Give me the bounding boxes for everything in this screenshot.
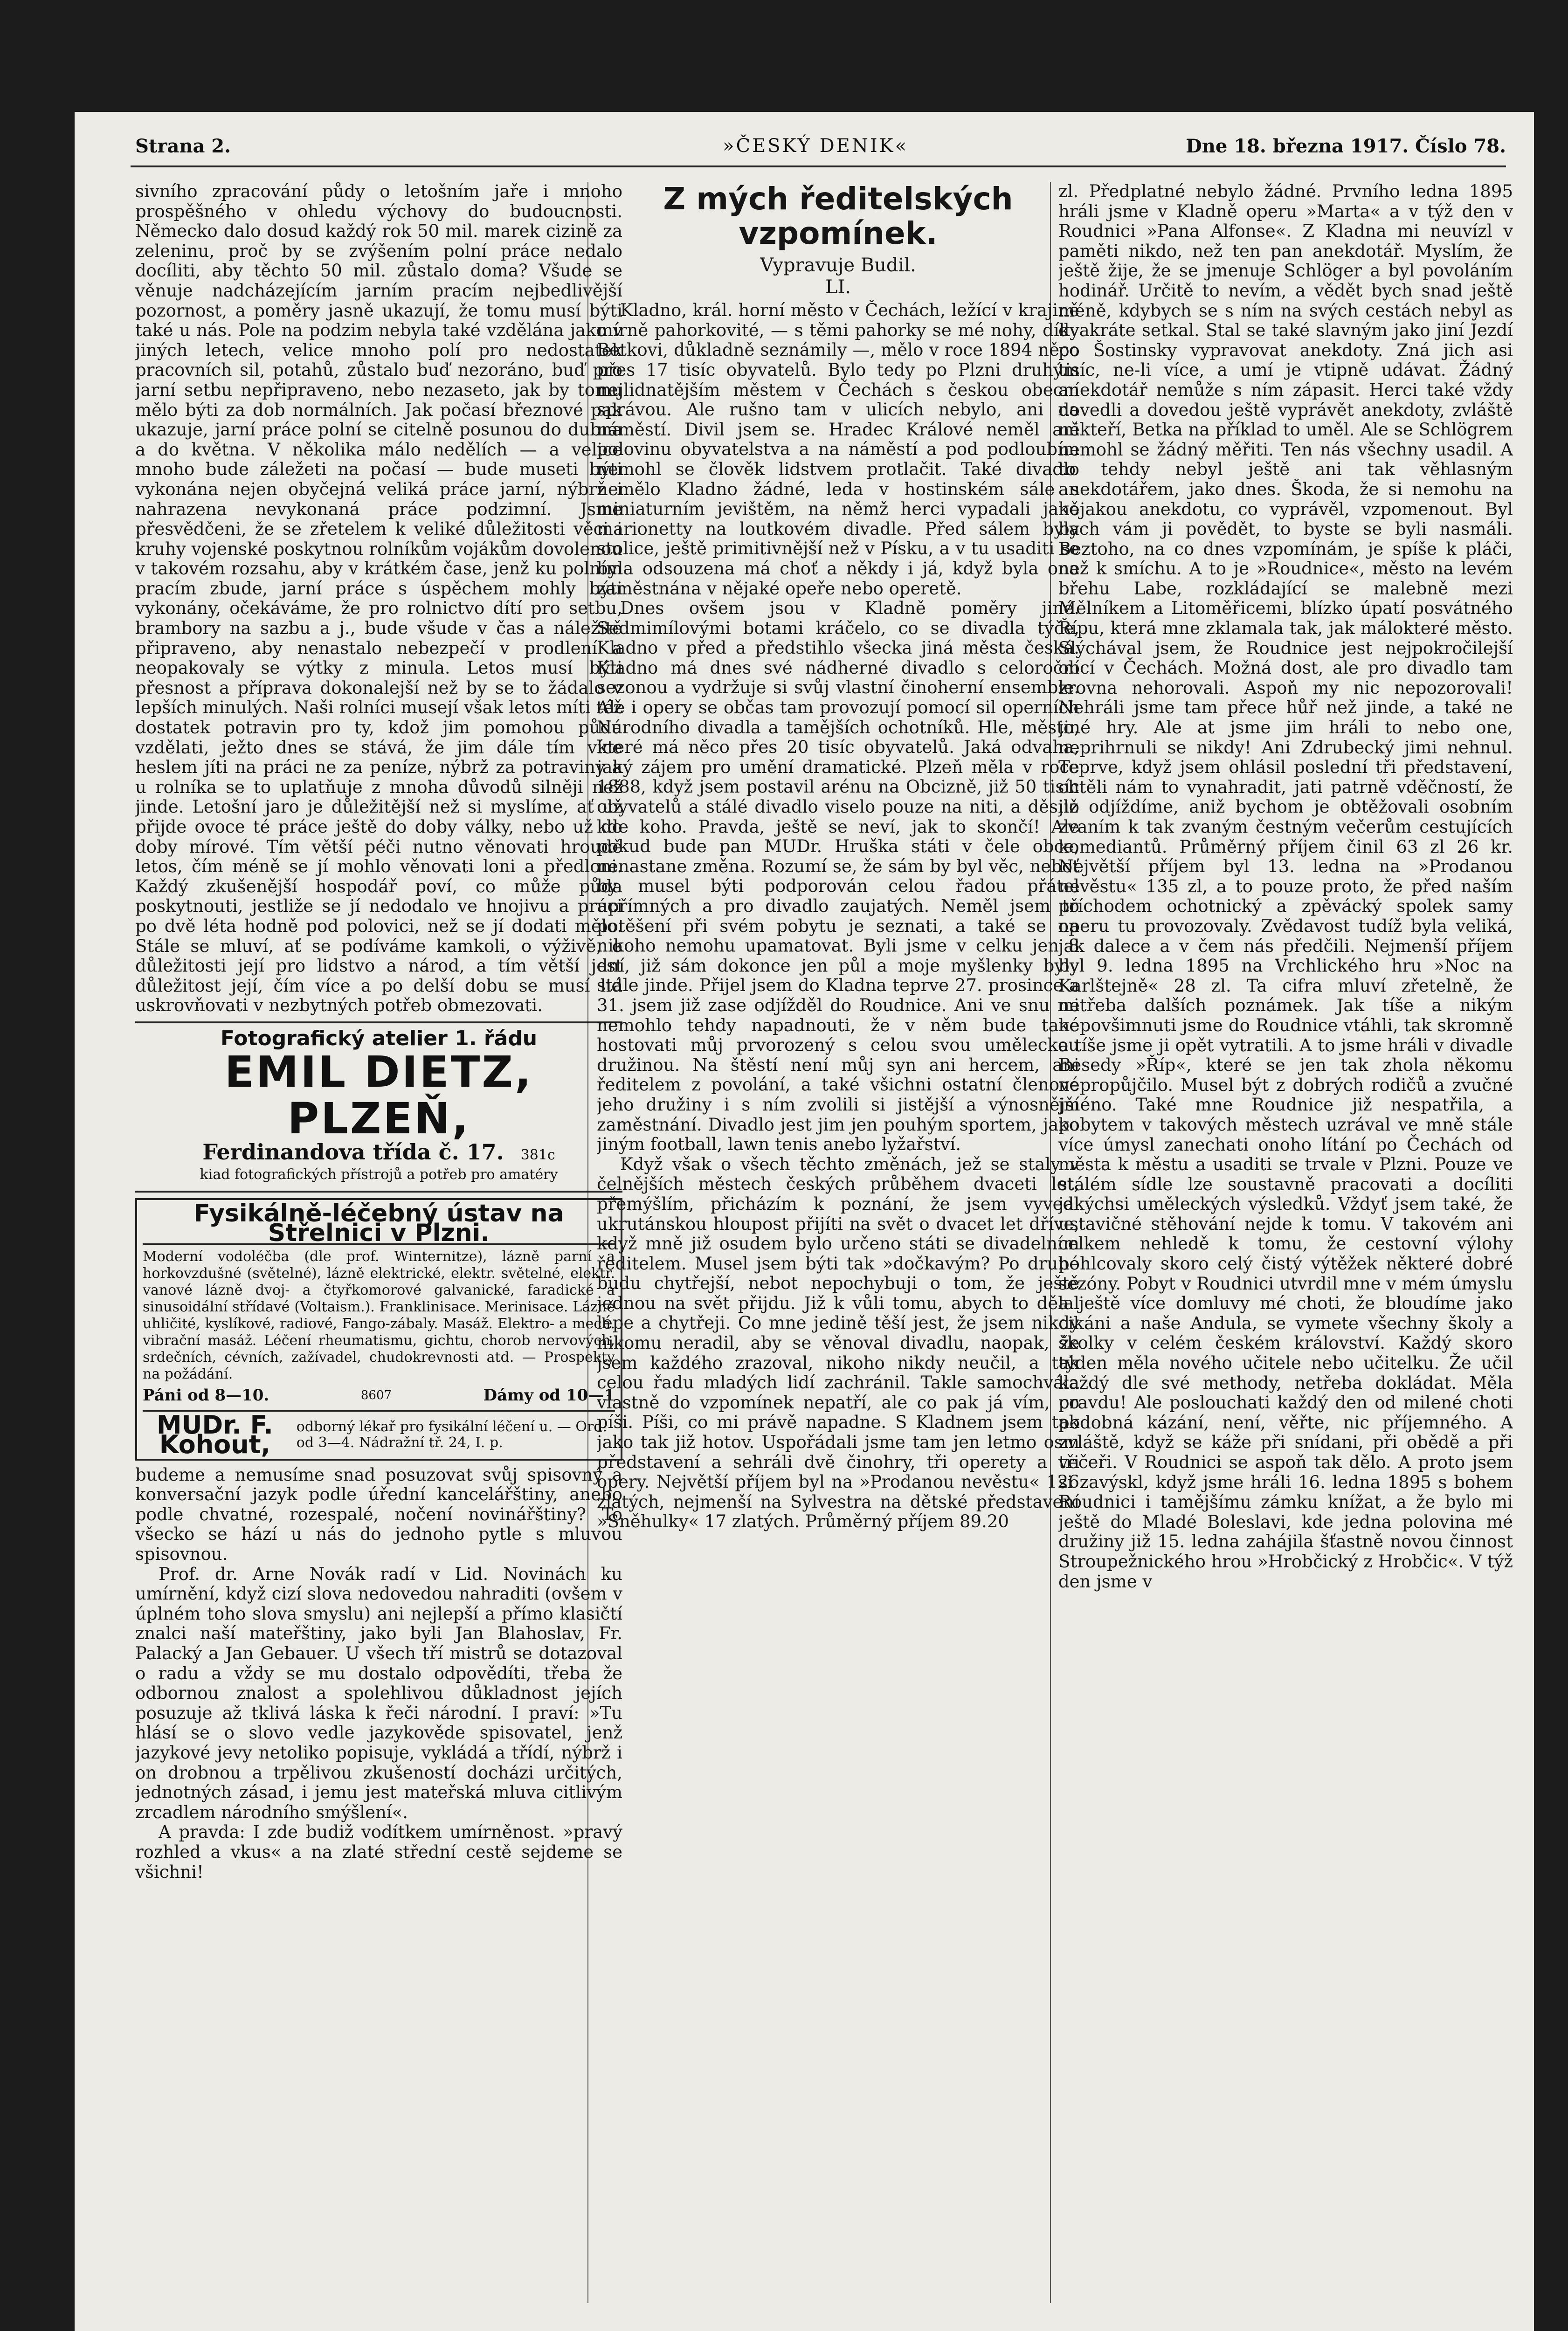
masthead-rule	[131, 166, 1506, 167]
article-byline: Vypravuje Budil.	[760, 255, 916, 276]
newspaper-name: »ČESKÝ DENIK«	[723, 135, 909, 157]
ad-ustav-ref: 8607	[360, 1388, 392, 1402]
article-text: Když však o všech těchto změnách, jež se staly v čelnějších městech českých průběhem dvaceti let, přemýšlím, přicházím k poznání, že jsem vyvedl ukrutánskou hloupost přijíti na svět o dvacet let dříve, když mně již osudem bylo určeno státi se divadelním ředitelem. Musel jsem býti tak »dočkavým? Po druhé budu chytřejší, nebot nepochybuji o tom, že ještě jednou na svět přijdu. Již k vůli tomu, abych to dělal lépe a chytřeji. Co mne jedině těší jest, že jsem nikdy nikomu neradil, aby se věnoval divadlu, naopak, že jsem každého zrazoval, nikoho nikdy neučil, a tak celou řadu mladých lidí zachránil. Takle samochvála vlastně do vzpomínek nepatří, ale co pak já vím, co píši. Píši, co mi právě napadne. S Kladnem jsem tak jako tak již hotov. Uspořádali jsme tam jen letmo osm představení a sehráli dvě činohry, tři operety a tři opery. Největší příjem byl na »Prodanou nevěstu« 126 zlatých, nejmenší na Sylvestra na dětské představení »Sněhulky« 17 zlatých. Průměrný příjem 89.20	[597, 1154, 1079, 1532]
ad-dietz-line4: kiad fotografických přístrojů a potřeb pro amatéry	[200, 1166, 558, 1183]
chapter-number: LI.	[825, 276, 851, 298]
article-text: A pravda: I zde budiž vodítkem umírněnost. »pravý rozhled a vkus« a na zlaté střední cestě sejdeme se všichni!	[135, 1822, 622, 1882]
article-text: budeme a nemusíme snad posuzovat svůj spisovný a konversační jazyk podle úřední kancelářštiny, anebo podle chvatné, rozespalé, nočení novinářštiny? To všecko se hází u nás do jednoho pytle s mluvou spisovnou.	[135, 1464, 622, 1565]
ad-kohout-name: MUDr. F. Kohout,	[156, 1410, 273, 1460]
ad-ustav-hours-men: Páni od 8—10.	[143, 1386, 269, 1405]
ad-dietz	[135, 1026, 622, 1185]
ad-ustav-head: Fysikálně-léčebný ústav na Střelnici v Plzni.	[143, 1204, 615, 1245]
issue-date: Dne 18. března 1917. Číslo 78.	[1186, 135, 1506, 157]
ad-dietz-line1: Fotografický atelier 1. řádu	[220, 1026, 538, 1050]
ad-divider	[135, 1021, 622, 1023]
masthead	[75, 135, 1534, 168]
article-text: sivního zpracování půdy o letošním jaře i mnoho prospěšného v ohledu výchovy do budoucnosti. Německo dalo dosud každý rok 50 mil. marek cizině za zeleninu, proč by se zvýšením polní práce nedalo docíliti, aby těchto 50 mil. zůstalo doma? Všude se věnuje nadcházejícím jarním pracím nejbedlivější pozornost, a poměry jasně ukazují, že tomu musí býti také u nás. Pole na podzim nebyla také vzdělána jako v jiných letech, velice mnoho polí pro nedostatek pracovních sil, potahů, zůstalo buď nezoráno, buď pro jarní setbu nepřipraveno, nebo nezaseto, jak by tomu mělo býti za dob normálních. Jak počasí březnové pak ukazuje, jarní práce polní se citelně posunou do dubna a do května. V několika málo nedělích — a velice mnoho bude záležeti na počasí — bude museti býti vykonána nejen obyčejná veliká práce jarní, nýbrž i nahrazena nevykonaná práce podzimní. Jsme přesvědčeni, že se zřetelem k veliké důležitosti věci i kruhy vojenské poskytnou rolníkům vojákům dovolenou v takovém rozsahu, aby v krátkém čase, jenž ku polním pracím zbude, jarní práce s úspěchem mohly býti vykonány, očekáváme, že pro rolnictvo dítí pro setbu, brambory na sazbu a j., bude všude v čas a náležitě připraveno, aby nenastalo nebezpečí v prodlení a neopakovaly se výtky z minula. Letos musí býti přesnost a příprava dokonalejší než by se to žádalo v lepších minulých. Naši rolníci musejí však letos míti též dostatek potravin pro ty, kdož jim pomohou půdu vzdělati, ježto dnes se stává, že jim dále tím více heslem jíti na práci ne za peníze, nýbrž za potraviny a u rolníka se to uplatňuje z mnoha důvodů silněji než jinde. Letošní jaro je důležitější než si myslíme, ať už přijde ovoce té práce ještě do doby války, nebo už do doby mírové. Tím větší péči nutno věnovati hroudě letos, čím méně se jí mohlo věnovati loni a předloni. Každý zkušenější hospodář poví, co může půda poskytnouti, jestliže se jí nedodalo ve hnojivu a práci po dvě léta hodně pod polovici, než se jí dodati mělo. Stále se mluví, ať se podíváme kamkoli, o výživě, o důležitosti její pro lidstvo a národ, a tím větší jest důležitost její, čím více a po delší dobu se musí lid uskrovňovati v nezbytných potřeb obmezovati.	[135, 182, 622, 1016]
ad-divider	[135, 1191, 622, 1193]
column-2	[597, 182, 1079, 2317]
ad-kohout	[143, 1410, 615, 1460]
ad-dietz-address: Ferdinandova třída č. 17. 381c	[202, 1139, 555, 1165]
article-text: zl. Předplatné nebylo žádné. Prvního ledna 1895 hráli jsme v Kladně operu »Marta« a v týž den v Roudnici »Pana Alfonse«. Z Kladna mi neuvízl v paměti nikdo, než ten pan anekdotář. Myslím, že ještě žije, že se jmenuje Schlöger a byl povoláním hodinář. Určitě to nevím, a vědět bych snad ještě méně, kdybych se s ním na svých cestách nebyl as dvakráte setkal. Stal se také slavným jako jiní Jezdí po Šostinsky vypravovat anekdoty. Zná jich asi tisíc, ne-li více, a umí je vtipně udávat. Žádný anekdotář nemůže s ním zápasit. Herci také vždy dovedli a dovedou ještě vyprávět anekdoty, zvláště někteří, Betka na příklad to uměl. Ale se Schlögrem nemohl se žádný měřiti. Ten nás všechny usadil. A to tehdy nebyl ještě ani tak věhlasným anekdotářem, jako dnes. Škoda, že si nemohu na nějakou anekdotu, co vyprávěl, vzpomenout. Byl bych vám ji povědět, to byste se byli nasmáli. Beztoho, na co dnes vzpomínám, je spíše k pláči, než k smíchu. A to je »Roudnice«, město na levém břehu Labe, rozkládající se malebně mezi Mělníkem a Litoměřicemi, blízko úpatí posvátného Řípu, která mne zklamala tak, jak málokteré město. Slýchával jsem, že Roudnice jest nejpokročilejší obcí v Čechách. Možná dost, ale pro divadlo tam zrovna nehorovali. Aspoň my nic nepozorovali! Nehráli jsme tam přece hůř než jinde, a také ne jiné hry. Ale at jsme jim hráli to nebo one, neprihrnuli se nikdy! Ani Zdrubecký jimi nehnul. Teprve, když jsem ohlásil poslední tři představení, chtěli nám to vynahradit, jati patrně vděčností, že již odjíždíme, aniž bychom je obtěžovali osobním zvaním k tak zvaným čestným večerům cestujících komediantů. Průměrný příjem činil 63 zl 26 kr. Největší příjem byl 13. ledna na »Prodanou nevěstu« 135 zl, a to pouze proto, že před naším příchodem ochotnický a zpěvácký spolek samy operu tu provozovaly. Zvědavost tudíž byla veliká, jak dalece a v čem nás předčili. Nejmenší příjem byl 9. ledna 1895 na Vrchlického hru »Noc na Karlštejně« 28 zl. Ta cifra mluví zřetelně, že netřeba dalších poznámek. Jak tíše a nikým nepovšimnuti jsme do Roudnice vtáhli, tak skromně a tíše jsme ji opět vytratili. A to jsme hráli v divadle Besedy »Říp«, které se jen tak zhola někomu nepropůjčilo. Musel být z dobrých rodičů a zvučné jméno. Také mne Roudnice již nespatřila, a pobytem v takových městech uzrával ve mně stále více úmysl zanechati onoho lítání po Čechách od města k městu a usaditi se trvale v Plzni. Pouze ve stálém sídle lze soustavně pracovati a docíliti jakýchsi uměleckých výsledků. Vždyť jsem také, že ustavičné stěhování nejde k tomu. V takovém ani celkem nehledě k tomu, že cestovní výlohy pohlcovaly skoro celý čistý výtěžek některé dobré sezóny. Pobyt v Roudnici utvrdil mne v mém úmyslu a ještě více domluvy mé choti, že bloudíme jako cikáni a naše Andula, se vymete všechny školy a školky v celém českém království. Každý skoro týden měla nového učitele nebo učitelku. Že učil každý dle své methody, netřeba dokládat. Měla pravdu! Ale poslouchati každý den od milené choti podobná kázání, není, věřte, nic příjemného. A zvláště, když se káže při snídani, při obědě a při večeři. V Roudnici se aspoň tak dělo. A proto jsem si zavýskl, když jsme hráli 16. ledna 1895 s bohem Roudnici i tamějšímu zámku knížat, a že bylo mi ještě do Mladé Boleslavi, kde jedna polovina mé družiny již 15. ledna zahájila šťastně novou činnost Stroupežnického hrou »Hrobčický z Hrobčic«. V týž den jsme v	[1058, 182, 1513, 1592]
ad-kohout-text: odborný lékař pro fysikální léčení u. — Ord. od 3—4. Nádražní tř. 24, I. p.	[296, 1419, 608, 1451]
newspaper-page	[75, 112, 1534, 2331]
column-3	[1058, 182, 1513, 2317]
ad-ustav-body: Moderní vodoléčba (dle prof. Winternitze), lázně parní a horkovzdušné (světelné), lázně elektrické, elektr. světelné, elektr. vanové lázně dvoj- a čtyřkomorové galvanické, faradické a sinusoidální střídavé (Voltaism.). Franklinisace. Merinisace. Lázně uhličité, kyslíkové, radiové, Fango-zábaly. Masáž. Elektro- a mech. vibrační masáž. Léčení rheumatismu, gichtu, chorob nervových, srdečních, cévních, zažívadel, chudokrevnosti atd. — Prospekty na požádání.	[143, 1248, 615, 1382]
ad-fysikalni-ustav	[135, 1198, 622, 1461]
article-text: Prof. dr. Arne Novák radí v Lid. Novinách ku umírnění, když cizí slova nedovedou nahraditi (ovšem v úplném toho slova smyslu) ani nejlepší a přímo klasičtí znalci naší mateřštiny, jako byli Jan Blahoslav, Fr. Palacký a Jan Gebauer. U všech tří mistrů se dotazoval o radu a vždy se mu dostalo odpovědíti, třeba že odbornou znalost a spolehlivou důkladnost jejích posuzuje až tklivá láska k řeči národní. I praví: »Tu hlásí se o slovo vedle jazykověde spisovatel, jenž jazykové jevy netoliko popisuje, vykládá a třídí, nýbrž i on drobnou a trpělivou zkušeností docházi určitých, jednotných zásad, i jemu jest mateřská mluva citlivým zrcadlem národního smýšlení«.	[135, 1564, 622, 1822]
page-number: Strana 2.	[135, 135, 231, 157]
article-title: Z mých ředitelských vzpomínek.	[663, 182, 1013, 251]
article-text: Dnes ovšem jsou v Kladně poměry jiné. Sedmimílovými botami kráčelo, co se divadla týče, Kladno v před a předstihlo všecka jiná města česká. Kladno má dnes své nádherné divadlo s celoroční sezonou a vydržuje si svůj vlastní činoherní ensemble. Ale i opery se občas tam provozují pomocí sil operních Národního divadla a tamějších ochotníků. Hle, město, které má něco přes 20 tisíc obyvatelů. Jaká odvaha, jaký zájem pro umění dramatické. Plzeň měla v roce 1888, když jsem postavil arénu na Obcizně, již 50 tisíc obyvatelů a stálé divadlo viselo pouze na niti, a děsilo kde koho. Pravda, ještě se neví, jak to skončí! Ale pokud bude pan MUDr. Hruška státi v čele obce, nenastane změna. Rozumí se, že sám by byl věc, neboť by musel býti podporován celou řadou přátel upřímných a pro divadlo zaujatých. Neměl jsem to potěšení při svém pobytu je seznati, a také se na nikoho nemohu upamatovat. Byli jsme v celku jen 8 dní, již sám dokonce jen půl a moje myšlenky byly stále jinde. Přijel jsem do Kladna teprve 27. prosince a 31. jsem již zase odjížděl do Roudnice. Ani ve snu mi nemohlo tehdy napadnouti, že v něm bude také hostovati můj prvorozený s celou svou uměleckou družinou. Na štěstí není můj syn ani hercem, ani ředitelem z povolání, a také všichni ostatní členové jeho družiny i s ním zvolili si jistější a výnosnější zaměstnání. Divadlo jest jim jen pouhým sportem, jako jiným football, lawn tenis anebo lyžařství.	[597, 598, 1079, 1155]
ad-ustav-hours-women: Dámy od 10—1	[483, 1386, 615, 1405]
article-text: Kladno, král. horní město v Čechách, ležící v krajině mírně pahorkovité, — s těmi pahorky se mé nohy, díky Betkovi, důkladně seznámily —, mělo v roce 1894 něco přes 17 tisíc obyvatelů. Bylo tedy po Plzni druhým nejlidnatějším městem v Čechách s českou obecní správou. Ale rušno tam v ulicích nebylo, ani na náměstí. Divil jsem se. Hradec Králové neměl ani polovinu obyvatelstva a na náměstí a pod podloubím nemohl se člověk lidstvem protlačit. Také divadlo nemělo Kladno žádné, leda v hostinském sále s miniaturním jevištěm, na němž herci vypadali jako marionetty na loutkovém divadle. Před sálem byla stolice, ještě primitivnější než v Písku, a v tu usaditi se byla odsouzena má choť a někdy i já, když byla ona zaměstnána v nějaké opeře nebo operetě.	[597, 300, 1079, 599]
ad-dietz-name: EMIL DIETZ, PLZEŇ,	[224, 1047, 533, 1144]
column-1	[135, 182, 622, 2317]
ad-ustav-hours	[143, 1386, 615, 1406]
ad-dietz-ref: 381c	[520, 1146, 555, 1163]
